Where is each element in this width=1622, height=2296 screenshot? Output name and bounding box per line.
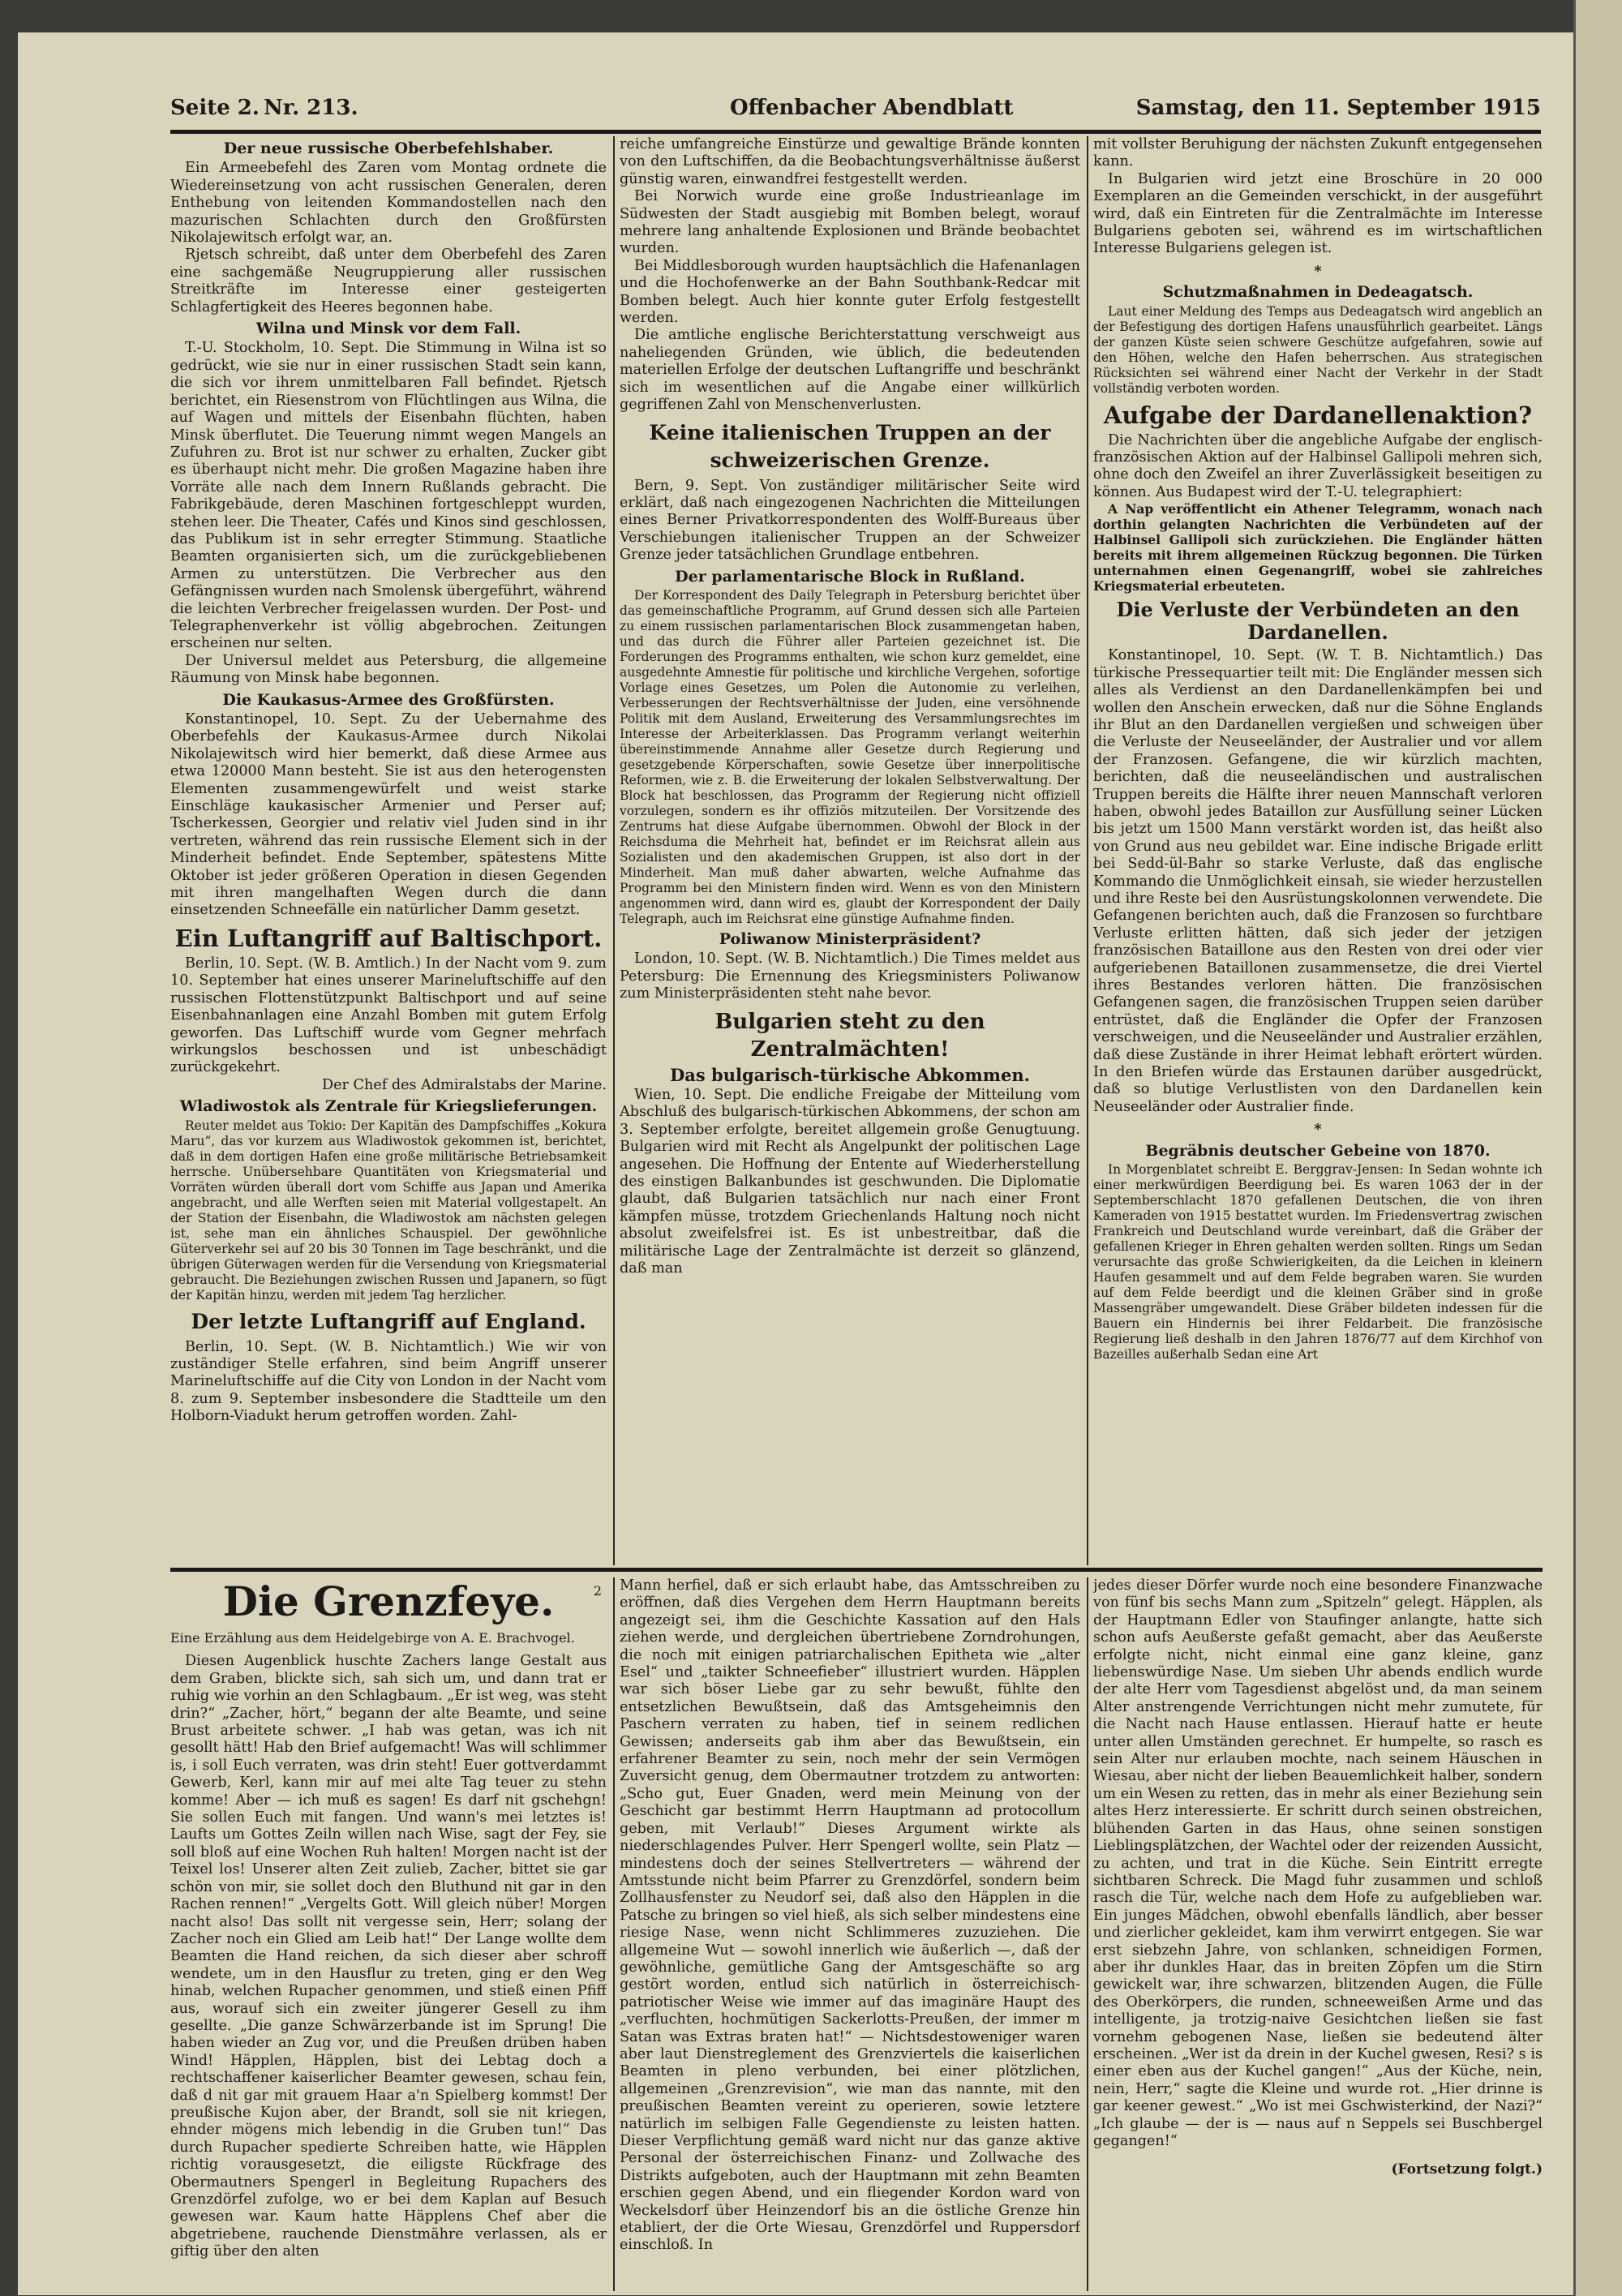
article-paragraph: Berlin, 10. Sept. (W. B. Nichtamtlich.) Wie wir von zuständiger Stelle erfahren, sind beim Angriff unserer Marineluftschiffe auf die City von London in der Nacht vom 8. zum 9. September insbesondere die Stadtteile um den Holborn-Viadukt herum getroffen worden. Zahl-: [170, 1338, 607, 1425]
headline-baltischport: Ein Luftangriff auf Baltischport.: [174, 924, 603, 952]
issue-number: Nr. 213.: [264, 96, 358, 120]
column-rule: [1087, 1577, 1088, 2291]
headline-luftangriff-england: Der letzte Luftangriff auf England.: [191, 1309, 586, 1333]
masthead-rule: [170, 130, 1541, 134]
headline-oberbefehlshaber: Der neue russische Oberbefehlshaber.: [223, 139, 554, 157]
article-paragraph: Rjetsch schreibt, daß unter dem Oberbefehl des Zaren eine sachgemäße Neugruppierung aller russischen Streitkräfte im Interesse einer gesteigerten Schlagfertigkeit des Heeres begonnen habe.: [170, 247, 607, 315]
column-2: [620, 136, 1080, 1564]
issue-date: Samstag, den 11. September 1915: [1135, 96, 1541, 120]
headline-wladiwostok: Wladiwostok als Zentrale für Kriegslieferungen.: [179, 1097, 598, 1116]
article-paragraph: London, 10. Sept. (W. B. Nichtamtlich.) Die Times meldet aus Petersburg: Die Ernennung des Kriegsministers Poliwanow zum Ministerpräsidenten steht nahe bevor.: [620, 951, 1080, 1002]
article-paragraph: Ein Armeebefehl des Zaren vom Montag ordnete die Wiedereinsetzung von acht russischen Generalen, deren Enthebung von leitenden Kommandostellen nach den mazurischen Schlachten durch den Großfürsten Nikolajewitsch erfolgt war, an.: [170, 160, 607, 247]
feuilleton-title: Die Grenzfeye.: [222, 1577, 555, 1625]
feuilleton-column-1: [170, 1577, 607, 2291]
headline-bulgarien: Bulgarien steht zu den Zentralmächten!: [714, 1009, 985, 1062]
column-rule: [613, 136, 615, 1565]
feuilleton-rule: [170, 1568, 1543, 1572]
feuilleton-column-2: [620, 1577, 1080, 2291]
article-paragraph: Laut einer Meldung des Temps aus Dedeagatsch wird angeblich an der Befestigung des dortigen Hafens unausführlich gearbeitet. Längs der ganzen Küste seien schwere Geschütze aufgefahren, sowie auf den Höhen, welche den Hafen beherrschen. Aus strategischen Rücksichten sei während einer Nacht der Verkehr in der Stadt vollständig verboten worden.: [1093, 303, 1543, 396]
story-text: jedes dieser Dörfer wurde noch eine besondere Finanzwache von fünf bis sechs Mann zum „Spitzeln“ gelegt. Häpplen, als der Hauptmann Edler von Staufinger anlangte, hatte sich schon aufs Aeußerste gefaßt gemacht, aber das Aeußerste erfolgte nicht, nicht einmal eine ganz kleine, ganz liebenswürdige Nase. Um sieben Uhr abends endlich wurde der alte Herr vom Tagesdienst abgelöst und, da man seinem Alter anstrengende Verrichtungen nicht mehr zumutete, für die Nacht nach Hause entlassen. Hierauf hatte er heute unter allen Umständen gerechnet. Er humpelte, so rasch es sein Alter nur erlauben mochte, nach seinem Häuschen in Wiesau, aber nicht der lieben Beauemlichkeit halber, sondern um ein Wesen zu retten, das in mehr als einer Beziehung sein altes Herz interessierte. Er schritt durch seinen obstreichen, blühenden Garten in das Haus, ohne seinen sonstigen Lieblingsplätzchen, der Wachtel oder der reizenden Aussicht, zu achten, und trat in die Küche. Sein Eintritt erregte sichtbaren Schreck. Die Magd fuhr zusammen und schloß rasch die Tür, welche nach dem Hofe zu aufgeblieben war. Ein junges Mädchen, obwohl ebenfalls ländlich, aber besser und zierlicher gekleidet, kam ihm verwirrt entgegen. Sie war erst siebzehn Jahre, von schlanken, schneidigen Formen, aber ihr dunkles Haar, das in breiten Zöpfen um die Stirn gewickelt war, ihre schwarzen, blitzenden Augen, die Fülle des Oberkörpers, die runden, schneeweißen Arme und das intelligente, ja trotzig-naive Gesichtchen ließen sie fast vornehm gebogenen Nase, ließen sie bedeutend älter erscheinen. „Wer ist da drein in der Kuchel gwesen, Resi? s is einer eben aus der Kuchel gangen!“ „Aus der Küche, nein, nein, Herr,“ sagte die Kleine und wurde rot. „Hier drinne is gar keener gewest.“ „Wo ist mei Gschwisterkind, der Nazi?“ „Ich glaube — der is — naus auf n Seppels sei Buschbergel gegangen!“: [1093, 1577, 1543, 2149]
article-paragraph: Konstantinopel, 10. Sept. Zu der Uebernahme des Oberbefehls der Kaukasus-Armee durch Nikolai Nikolajewitsch wird hier bemerkt, daß diese Armee aus etwa 120000 Mann besteht. Sie ist aus den heterogensten Elementen zusammengewürfelt und weist starke Einschläge kaukasischer Armenier und Perser auf; Tscherkessen, Georgier und relativ viel Juden sind in ihr vertreten, während das rein russische Element sich in der Minderheit befindet. Ende September, spätestens Mitte Oktober ist jeder größeren Operation in diesen Gegenden mit ihren mangelhaften Wegen durch die dann einsetzenden Schneefälle ein natürlicher Damm gesetzt.: [170, 711, 607, 919]
article-paragraph: Bei Middlesborough wurden hauptsächlich die Hafenanlagen und die Hochofenwerke an der Bahn Southbank-Redcar mit Bomben belegt. Auch hier konnte guter Erfolg festgestellt werden.: [620, 257, 1080, 327]
article-paragraph: Wien, 10. Sept. Die endliche Freigabe der Mitteilung vom Abschluß des bulgarisch-türkischen Abkommens, der schon am 3. September erfolgte, bereitet allgemein große Genugtuung. Bulgarien wird mit Recht als Angelpunkt der politischen Lage angesehen. Die Hoffnung der Entente auf Wiederherstellung des einstigen Balkanbundes ist geschwunden. Die Diplomatie glaubt, daß Bulgarien tatsächlich nur nach einer Front kämpfen müsse, trotzdem Griechenlands Haltung noch nicht absolut zweifelsfrei ist. Es ist unbestreitbar, daß die militärische Lage der Zentralmächte ist derzeit so glänzend, daß man: [620, 1086, 1080, 1277]
story-text: Diesen Augenblick huschte Zachers lange Gestalt aus dem Graben, blickte sich, sah sich um, und dann trat er ruhig wie vorhin an den Schlagbaum. „Er ist weg, was steht drin?“ „Zacher, hört,“ begann der alte Beamte, und seine Brust arbeitete schwer. „I hab was getan, was ich nit gesollt hätt! Hab den Brief aufgemacht! Was will schlimmer is, i soll Euch verraten, was drin steht! Euer gottverdammt Gewerb, Kerl, kann mir auf mei alte Tag teuer zu stehn komme! Aber — ich muß es sagen! Es darf nit gschehgn! Sie sollen Euch mit fangen. Und wann's mei letztes is! Laufts um Gottes Zeiln willen nach Wise, sagt der Fey, sie soll bloß auf eine Wochen Ruh halten! Morgen nacht ist der Teixel los! Unserer alten Zeit zulieb, Zacher, bittet sie gar schön von mir, sie sollet doch den Bluthund nit gar in den Rachen rennen!“ „Vergelts Gott. Will gleich nüber! Morgen nacht also! Das sollt nit vergesse sein, Herr; solang der Zacher noch ein Glied am Leib hat!“ Der Lange wollte dem Beamten die Hand reichen, da sich dieser aber schroff wendete, um in den Hausflur zu treten, ging er den Weg hinab, welchen Rupacher genommen, und stieß einen Pfiff aus, worauf sich ein zweiter jüngerer Gesell zu ihm gesellte. „Die ganze Schwärzerbande ist im Sprung! Die haben wieder an Zug vor, und die Preußen drüben haben Wind! Häpplen, Häpplen, bist dei Lebtag doch a rechtschaffener kaiserlicher Beamter gewesen, schau fein, daß d nit gar mit grauem Haar a'n Spielberg kommst! Der preußische Kujon aber, der Brandt, soll sie nit kriegen, ehnder mögens mich lebendig in die Gruben tun!“ Das durch Rupacher spedierte Schreiben hatte, wie Häpplen richtig vorausgesetzt, die eiligste Rückfrage des Obermautners Spengerl in Begleitung Rupachers des Grenzdörfel zufolge, wo er bei dem Kaplan auf Besuch gewesen war. Kaum hatte Häpplens Chef aber die abgetriebene, rauchende Dienstmähre verlassen, als er giftig über den alten: [170, 1653, 607, 2260]
article-paragraph: In Morgenblatet schreibt E. Berggrav-Jensen: In Sedan wohnte ich einer merkwürdigen Beerdigung bei. Es waren 1063 der in der Septemberschlacht 1870 gefallenen Deutschen, die von ihren Kameraden von 1915 bestattet wurden. Im Friedensvertrag zwischen Frankreich und Deutschland wurde vereinbart, daß die Gräber der gefallenen Krieger in Ehren gehalten werden sollten. Rings um Sedan verursachte das große Schwierigkeiten, da die Leichen in kleinern Haufen gesammelt und auf dem Felde begraben waren. Sie wurden auf dem Felde beerdigt und die kleinen Gräber sind in große Massengräber umgewandelt. Diese Gräber bildeten indessen für die Bauern ein Hindernis bei ihrer Feldarbeit. Die französische Regierung ließ deshalb in den Jahren 1876/77 auf dem Kirchhof von Bazeilles außerhalb Sedan eine Art: [1093, 1162, 1543, 1363]
article-paragraph: T.-U. Stockholm, 10. Sept. Die Stimmung in Wilna ist so gedrückt, wie sie nur in einer russischen Stadt sein kann, die sich vor ihrem unmittelbaren Fall befindet. Rjetsch berichtet, ein Riesenstrom von Flüchtlingen aus Wilna, die auf Wagen und mittels der Eisenbahn flüchten, haben Minsk überflutet. Die Teuerung nimmt wegen Mangels an Zufuhren zu. Brot ist nur schwer zu erhalten, Zucker gibt es überhaupt nicht mehr. Die großen Magazine haben ihre Vorräte alle nach dem Innern Rußlands gebracht. Die Fabrikgebäude, deren Maschinen fortgeschleppt wurden, stehen leer. Die Theater, Cafés und Kinos sind geschlossen, das Publikum ist in sehr erregter Stimmung. Staatliche Beamten organisierten sich, um die zurückgebliebenen Armen zu unterstützen. Die Verbrecher aus den Gefängnissen wurden nach Smolensk übergeführt, während die leichten Verbrecher freigelassen wurden. Der Post- und Telegraphenverkehr ist völlig abgebrochen. Zeitungen erscheinen nur selten.: [170, 340, 607, 652]
page-number: Seite 2.: [170, 96, 260, 120]
headline-dedeagatsch: Schutzmaßnahmen in Dedeagatsch.: [1162, 283, 1474, 302]
newspaper-title: Offenbacher Abendblatt: [730, 96, 1014, 120]
feuilleton-column-3: [1093, 1577, 1543, 2291]
subheadline-abkommen: Das bulgarisch-türkische Abkommen.: [670, 1064, 1030, 1085]
column-3: [1093, 136, 1543, 1564]
headline-kaukasus-armee: Die Kaukasus-Armee des Großfürsten.: [222, 690, 555, 709]
headline-poliwanow: Poliwanow Ministerpräsident?: [719, 929, 981, 948]
article-paragraph: mit vollster Beruhigung der nächsten Zukunft entgegensehen kann.: [1093, 136, 1543, 170]
headline-italienische-truppen: Keine italienischen Truppen an der schweizerischen Grenze.: [649, 420, 1051, 472]
article-paragraph: Reuter meldet aus Tokio: Der Kapitän des Dampfschiffes „Kokura Maru“, das vor kurzem aus Wladiwostok gekommen ist, berichtet, daß in dem dortigen Hafen eine große militärische Betriebsamkeit herrsche. Unübersehbare Quantitäten von Kriegsmaterial und Vorräten würden überall dort vom Schiffe aus Japan und Amerika angebracht, und alle Werften seien mit Material vollgestapelt. An der Station der Eisenbahn, die Wladiwostok am nächsten gelegen ist, sehe man ein ähnliches Schauspiel. Der gewöhnliche Güterverkehr sei auf 20 bis 30 Tonnen im Tage beschränkt, und die übrigen Güterwagen werden für die Versendung von Kriegsmaterial gebraucht. Die Beziehungen zwischen Russen und Japanern, so fügt der Kapitän hinzu, werden mit jedem Tag herzlicher.: [170, 1118, 607, 1302]
article-paragraph: Konstantinopel, 10. Sept. (W. T. B. Nichtamtlich.) Das türkische Pressequartier teilt mit: Die Engländer messen sich alles als Verdienst an den Dardanellenkämpfen bei und wollen den Anschein erwecken, daß nur die Söhne Englands ihr Blut an den Dardanellen vergießen und schweigen über die Verluste der Neuseeländer, der Australier und vor allem der Franzosen. Gefangene, die wir kürzlich machten, berichten, daß die neuseeländischen und australischen Truppen bereits die Hälfte ihrer neuen Mannschaft verloren haben, obwohl jedes Bataillon zur Ausfüllung seiner Lücken bis jetzt um 1500 Mann verstärkt worden ist, das heißt also von Grund aus neu gebildet war. Eine indische Brigade erlitt bei Sedd-ül-Bahr so starke Verluste, daß das englische Kommando die Unmöglichkeit einsah, sie wieder herzustellen und ihre Reste bei den Ausrüstungskolonnen verwendete. Die Gefangenen berichten auch, daß die Franzosen so furchtbare Verluste erlitten hätten, daß sich jeder der jetzigen französischen Bataillone aus den Resten von drei oder vier aufgeriebenen Bataillonen zusammensetze, die drei Viertel ihres Bestandes verloren hätten. Die französischen Gefangenen sagen, die französischen Truppen seien darüber entrüstet, daß die Engländer die Opfer der Franzosen verschweigen, und die Neuseeländer und Australier erzählen, daß diese Zustände in ihrer Heimat lebhaft erörtert würden. In den Briefen würde das Erstaunen darüber ausgedrückt, daß so blutige Verlustlisten von den Dardanellen kein Neuseeländer oder Australier finde.: [1093, 647, 1543, 1115]
adjacent-page-edge: [1573, 0, 1622, 2296]
article-paragraph: In Bulgarien wird jetzt eine Broschüre in 20 000 Exemplaren an die Gemeinden verschickt, in der ausgeführt wird, daß ein Eintreten für die Zentralmächte im Interesse Bulgariens geboten sei, während es im wirtschaftlichen Interesse Bulgariens gelegen ist.: [1093, 170, 1543, 257]
article-paragraph: Die amtliche englische Berichterstattung verschweigt aus naheliegenden Gründen, wie üblich, die bedeutenden materiellen Erfolge der deutschen Luftangriffe und beschränkt sich im wesentlichen auf die Angabe einer willkürlich gegriffenen Zahl von Menschenverlusten.: [620, 327, 1080, 414]
article-paragraph: Die Nachrichten über die angebliche Aufgabe der englisch-französischen Aktion auf der Halbinsel Gallipoli mehren sich, ohne doch den Zweifel an ihrer Zuverlässigkeit beseitigen zu können. Aus Budapest wird der T.-U. telegraphiert:: [1093, 431, 1543, 500]
article-paragraph: Bei Norwich wurde eine große Industrieanlage im Südwesten der Stadt ausgiebig mit Bomben belegt, worauf mehrere lang anhaltende Explosionen und Brände beobachtet wurden.: [620, 188, 1080, 257]
headline-verluste: Die Verluste der Verbündeten an den Dardanellen.: [1116, 598, 1520, 645]
article-paragraph: A Nap veröffentlicht ein Athener Telegramm, wonach nach dorthin gelangten Nachrichten die Verbündeten auf der Halbinsel Gallipoli sich zurückziehen. Die Engländer hätten bereits mit ihrem allgemeinen Rückzug begonnen. Die Türken unternahmen einen Gegenangriff, wobei sie zahlreiches Kriegsmaterial erbeuteten.: [1093, 501, 1543, 594]
serial-number: 2: [593, 1583, 602, 1599]
masthead: [170, 96, 1541, 131]
headline-begraebnis: Begräbnis deutscher Gebeine von 1870.: [1145, 1141, 1491, 1160]
article-paragraph: Bern, 9. Sept. Von zuständiger militärischer Seite wird erklärt, daß nach eingezogenen Nachrichten die Mitteilungen eines Berner Privatkorrespondenten des Wolff-Bureaus über Verschiebungen italienischer Truppen an der Schweizer Grenze jeder tatsächlichen Grundlage entbehren.: [620, 477, 1080, 564]
story-text: Mann herfiel, daß er sich erlaubt habe, das Amtsschreiben zu eröffnen, daß dies Vergehen dem Herrn Hauptmann bereits angezeigt sei, ihm die Geschichte Kassation auf den Hals ziehen werde, und dergleichen übertriebene Zorndrohungen, die noch mit einigen patriarchalischen Epitheta wie „alter Esel“ und „taikter Schneefieber“ illustriert wurden. Häpplen war sich böser Liebe gar zu sehr bewußt, fühlte den entsetzlichen Bewußtsein, daß das Amtsgeheimnis den Paschern verraten zu haben, tief in seinem redlichen Gewissen; anderseits gab ihm aber das Bewußtsein, ein erfahrener Beamter zu sein, noch mehr der sein Vermögen Zuversicht genug, dem Obermautner trotzdem zu antworten: „Scho gut, Euer Gnaden, werd mein Meinung von der Geschicht gar bestimmt Herrn Hauptmann ad protocollum geben, mit Verlaub!“ Dieses Argument wirkte als niederschlagendes Pulver. Herr Spengerl wollte, sein Platz — mindestens doch der seines Stellvertreters — während der Amtsstunde nicht beim Pfarrer zu Grenzdörfel, sondern beim Zollhausfenster zu Neudorf sei, daß also den Häpplen in die Patsche zu bringen so viel hieß, als sich selber mindestens eine riesige Nase, wenn nicht Schlimmeres zuzuziehen. Die allgemeine Wut — sowohl innerlich wie äußerlich —, daß der gewöhnliche, gemütliche Gang der Amtsgeschäfte so arg gestört worden, entlud sich natürlich in österreichisch-patriotischer Weise wie immer auf das imaginäre Haupt des „verfluchten, hochmütigen Sackerlotts-Preußen, der immer m Satan was Extras braten hat!“ — Nichtsdestoweniger waren aber laut Dienstreglement des Grenzviertels die kaiserlichen Beamten in pleno verbunden, bei einer plötzlichen, allgemeinen „Grenzrevision“, wie man das nannte, mit den preußischen Beamten vereint zu operieren, sowie letztere natürlich im selbigen Falle Gegendienste zu leisten hatten. Dieser Verpflichtung gemäß ward nicht nur das ganze aktive Personal der österreichischen Finanz- und Zollwache des Distrikts aufgeboten, auch der Hauptmann mit zehn Beamten erschien gegen Abend, und ein fliegender Kordon ward von Weckelsdorf über Heinzendorf bis an die östliche Grenze hin etabliert, der die Orte Wiesau, Grenzdörfel und Ruppersdorf einschloß. In: [620, 1577, 1080, 2254]
column-rule: [1087, 136, 1088, 1565]
article-paragraph: Der Korrespondent des Daily Telegraph in Petersburg berichtet über das gemeinschaftliche Programm, auf Grund dessen sich alle Parteien zu einem russischen parlamentarischen Block zusammengetan haben, und das durch die Führer aller Parteien gezeichnet ist. Die Forderungen des Programms enthalten, wie schon kurz gemeldet, eine ausgedehnte Amnestie für politische und kirchliche Vergehen, sofortige Vorlage eines Gesetzes, um Polen die Autonomie zu verleihen, Verbesserungen der Rechtsverhältnisse der Juden, eine versöhnende Politik mit dem Ausland, Erweiterung des Versammlungsrechtes im Interesse der Arbeiterklassen. Das Programm verlangt weiterhin übereinstimmende Annahme aller Gesetze durch Regierung und gesetzgebende Körperschaften, sowie Gesetze über innerpolitische Reformen, wie z. B. die Erweiterung der lokalen Selbstverwaltung. Der Block hat beschlossen, das Programm der Regierung nicht offiziell vorzulegen, sondern es ihr offiziös mitzuteilen. Der Vorsitzende des Zentrums hat diese Aufgabe übernommen. Obwohl der Block in der Reichsduma die Mehrheit hat, befindet er im Reichsrat allein aus Sozialisten und den akademischen Gruppen, ist also dort in der Minderheit. Man muß daher abwarten, welche Aufnahme das Programm bei den Ministern finden wird. Wenn es von den Ministern angenommen wird, dann wird es, glaubt der Korrespondent der Daily Telegraph, auch im Reichsrat eine günstige Aufnahme finden.: [620, 587, 1080, 926]
headline-wilna-minsk: Wilna und Minsk vor dem Fall.: [255, 320, 521, 338]
feuilleton-byline: Eine Erzählung aus dem Heidelgebirge von A. E. Brachvogel.: [170, 1630, 575, 1646]
separator-star: *: [1314, 1121, 1322, 1139]
column-rule: [613, 1577, 615, 2291]
continuation-note: (Fortsetzung folgt.): [1391, 2161, 1543, 2178]
separator-star: *: [1314, 262, 1322, 280]
newspaper-page: [18, 32, 1573, 2295]
article-paragraph: Der Universul meldet aus Petersburg, die allgemeine Räumung von Minsk habe begonnen.: [170, 652, 607, 687]
column-1: [170, 136, 607, 1564]
article-signature: Der Chef des Admiralstabs der Marine.: [322, 1076, 607, 1093]
article-paragraph: Berlin, 10. Sept. (W. B. Amtlich.) In der Nacht vom 9. zum 10. September hat eines unserer Marineluftschiffe auf den russischen Flottenstützpunkt Baltischport und auf seine Eisenbahnanlagen eine Anzahl Bomben mit gutem Erfolg geworfen. Das Luftschiff wurde vom Gegner mehrfach wirkungslos beschossen und ist unbeschädigt zurückgekehrt.: [170, 955, 607, 1076]
headline-dardanellenaktion: Aufgabe der Dardanellenaktion?: [1103, 401, 1533, 429]
headline-parlamentarischer-block: Der parlamentarische Block in Rußland.: [675, 567, 1025, 586]
article-paragraph: reiche umfangreiche Einstürze und gewaltige Brände konnten von den Luftschiffen, da die Beobachtungsverhältnisse äußerst günstig waren, einwandfrei festgestellt werden.: [620, 136, 1080, 187]
